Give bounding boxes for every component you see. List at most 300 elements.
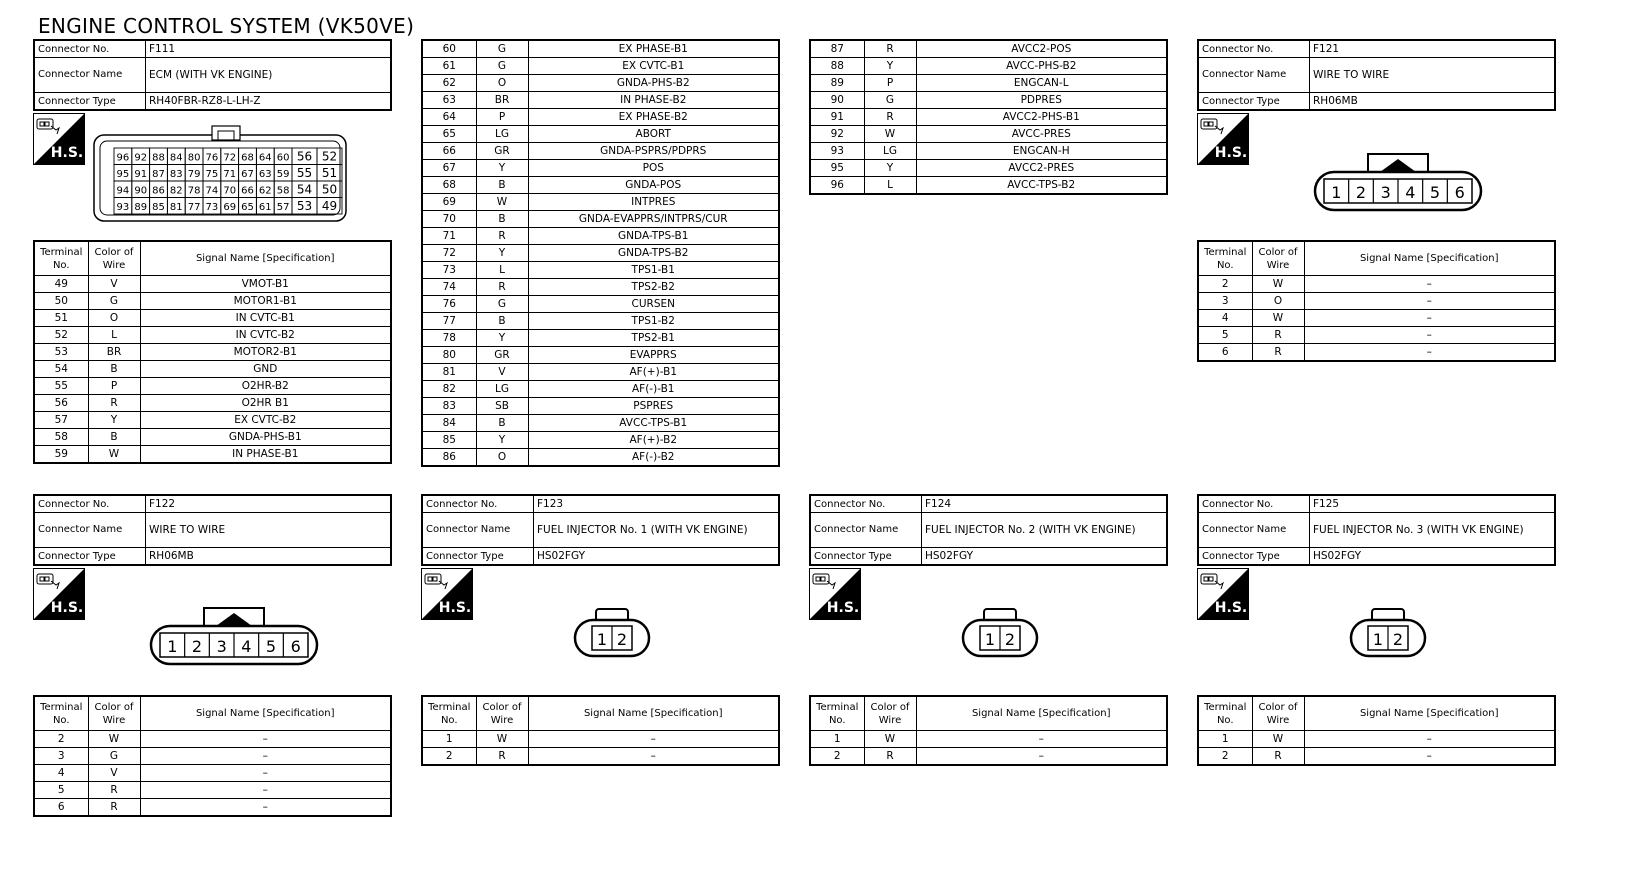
table-row [34, 276, 391, 293]
terminal-cell: 6 [34, 799, 88, 817]
signal-name-cell: O2HR-B2 [140, 378, 391, 395]
color-of-wire-header: Color of Wire [88, 696, 140, 731]
table-row [34, 293, 391, 310]
wire-color-cell: R [476, 748, 528, 766]
terminal-cell: 92 [810, 126, 864, 143]
pin-label: 80 [187, 152, 201, 164]
signal-name-cell: – [1304, 344, 1555, 362]
pin-label: 49 [321, 199, 338, 213]
table-row [422, 432, 779, 449]
terminal-cell: 1 [422, 731, 476, 748]
pin-label: 71 [223, 169, 237, 180]
color-of-wire-header: Color of Wire [88, 241, 140, 276]
pin-label: 2 [616, 630, 628, 649]
table-row [34, 361, 391, 378]
table-row [422, 364, 779, 381]
table-row [422, 40, 779, 58]
pin-label: 76 [205, 152, 219, 164]
connector-diagram-f123 [572, 606, 652, 660]
pin-label: 1 [167, 637, 178, 656]
table-row [422, 262, 779, 279]
table-row [422, 398, 779, 415]
signal-name-cell: AF(+)-B2 [528, 432, 779, 449]
terminal-cell: 95 [810, 160, 864, 177]
pin-label: 50 [321, 182, 338, 197]
wire-color-cell: G [864, 92, 916, 109]
connector-no-label: Connector No. [34, 40, 146, 58]
connector-name-label: Connector Name [1198, 513, 1310, 548]
terminal-cell: 59 [34, 446, 88, 464]
signal-name-cell: IN PHASE-B1 [140, 446, 391, 464]
hs-badge-label: H.S. [50, 600, 84, 616]
pin-label: 54 [296, 182, 313, 197]
connector-info-f124 [809, 494, 1168, 566]
signal-name-cell: AF(+)-B1 [528, 364, 779, 381]
terminal-cell: 5 [34, 782, 88, 799]
connector-name-label: Connector Name [1198, 58, 1310, 93]
pin-label: 95 [116, 169, 130, 180]
pin-label: 89 [134, 202, 148, 213]
terminal-cell: 2 [422, 748, 476, 766]
pin-label: 84 [169, 152, 183, 164]
pin-label: 6 [1454, 183, 1465, 202]
connector-type-label: Connector Type [1198, 548, 1310, 566]
terminal-cell: 2 [34, 731, 88, 748]
table-row [810, 75, 1167, 92]
signal-name-cell: IN PHASE-B2 [528, 92, 779, 109]
hs-connector-icon [809, 568, 861, 620]
signal-name-cell: GNDA-PHS-B1 [140, 429, 391, 446]
table-row [422, 75, 779, 92]
connector-info-f123 [421, 494, 780, 566]
connector-type-label: Connector Type [34, 93, 146, 111]
signal-name-cell: TPS2-B2 [528, 279, 779, 296]
pin-label: 4 [1405, 183, 1416, 202]
wire-color-cell: SB [476, 398, 528, 415]
pin-label: 70 [223, 185, 237, 197]
wire-color-cell: G [88, 293, 140, 310]
terminal-cell: 84 [422, 415, 476, 432]
wire-color-cell: BR [88, 344, 140, 361]
connector-info-f122 [33, 494, 392, 566]
pin-label: 58 [276, 185, 290, 197]
wire-color-cell: V [476, 364, 528, 381]
connector-no-label: Connector No. [422, 495, 534, 513]
wire-color-cell: W [88, 446, 140, 464]
terminal-cell: 54 [34, 361, 88, 378]
wire-color-cell: R [864, 109, 916, 126]
terminal-cell: 74 [422, 279, 476, 296]
wire-color-cell: G [88, 748, 140, 765]
signal-name-header: Signal Name [Specification] [140, 241, 391, 276]
connector-type-value: RH40FBR-RZ8-L-LH-Z [146, 93, 392, 111]
table-row [422, 313, 779, 330]
pin-label: 66 [241, 185, 254, 197]
hs-connector-icon [33, 113, 85, 165]
wire-color-cell: Y [476, 432, 528, 449]
table-row [422, 347, 779, 364]
wire-color-cell: BR [476, 92, 528, 109]
pin-label: 61 [258, 202, 272, 213]
terminal-cell: 51 [34, 310, 88, 327]
wire-color-cell: O [88, 310, 140, 327]
signal-name-cell: GNDA-PSPRS/PDPRS [528, 143, 779, 160]
signal-table-f125 [1197, 695, 1556, 766]
connector-type-value: RH06MB [146, 548, 392, 566]
wire-color-cell: R [88, 799, 140, 817]
table-row [1198, 748, 1555, 766]
table-row [1198, 344, 1555, 362]
signal-name-cell: TPS1-B1 [528, 262, 779, 279]
pin-label: 1 [984, 630, 996, 649]
signal-name-cell: – [140, 748, 391, 765]
terminal-cell: 64 [422, 109, 476, 126]
pin-label: 87 [152, 169, 165, 180]
terminal-cell: 50 [34, 293, 88, 310]
pin-label: 85 [152, 202, 165, 213]
terminal-cell: 55 [34, 378, 88, 395]
signal-name-cell: ABORT [528, 126, 779, 143]
wire-color-cell: B [88, 361, 140, 378]
table-row [422, 245, 779, 262]
pin-label: 4 [241, 637, 252, 656]
table-row [422, 330, 779, 347]
table-row [810, 143, 1167, 160]
terminal-cell: 96 [810, 177, 864, 195]
connector-name-value: FUEL INJECTOR No. 2 (WITH VK ENGINE) [922, 513, 1168, 548]
wire-color-cell: W [476, 731, 528, 748]
wire-color-cell: L [476, 262, 528, 279]
signal-name-cell: – [140, 782, 391, 799]
wire-color-cell: O [476, 449, 528, 467]
signal-name-cell: PSPRES [528, 398, 779, 415]
hs-connector-icon [33, 568, 85, 620]
table-row [422, 381, 779, 398]
pin-label: 78 [187, 185, 201, 197]
connector-diagram-f121 [1312, 150, 1484, 214]
wire-color-cell: R [1252, 344, 1304, 362]
wire-color-cell: Y [864, 160, 916, 177]
table-row [422, 228, 779, 245]
pin-label: 83 [169, 169, 183, 180]
signal-name-cell: – [1304, 327, 1555, 344]
wire-color-cell: G [476, 296, 528, 313]
pin-label: 93 [116, 202, 130, 213]
pin-label: 3 [216, 637, 227, 656]
pin-label: 96 [116, 152, 130, 164]
table-row [34, 731, 391, 748]
signal-name-cell: AVCC-TPS-B2 [916, 177, 1167, 195]
pin-label: 2 [1355, 183, 1367, 202]
terminal-cell: 81 [422, 364, 476, 381]
pin-label: 88 [152, 152, 165, 164]
hs-connector-icon [1197, 113, 1249, 165]
terminal-cell: 88 [810, 58, 864, 75]
connector-no-value: F124 [922, 495, 1168, 513]
pin-label: 77 [187, 202, 201, 213]
terminal-cell: 90 [810, 92, 864, 109]
wire-color-cell: W [864, 731, 916, 748]
signal-table-f122 [33, 695, 392, 817]
connector-no-value: F121 [1310, 40, 1556, 58]
pin-label: 3 [1380, 183, 1391, 202]
wire-color-cell: R [88, 395, 140, 412]
signal-name-cell: AVCC-TPS-B1 [528, 415, 779, 432]
wire-color-cell: GR [476, 143, 528, 160]
connector-name-label: Connector Name [422, 513, 534, 548]
wire-color-cell: P [864, 75, 916, 92]
signal-name-cell: – [1304, 748, 1555, 766]
wire-color-cell: V [88, 765, 140, 782]
signal-name-cell: – [916, 731, 1167, 748]
signal-name-cell: – [1304, 293, 1555, 310]
terminal-cell: 3 [34, 748, 88, 765]
terminal-cell: 49 [34, 276, 88, 293]
connector-type-label: Connector Type [34, 548, 146, 566]
pin-label: 1 [1331, 183, 1342, 202]
pin-label: 1 [1372, 630, 1384, 649]
signal-name-cell: TPS2-B1 [528, 330, 779, 347]
wire-color-cell: Y [476, 160, 528, 177]
table-row [34, 412, 391, 429]
pin-label: 1 [596, 630, 608, 649]
connector-info-f121 [1197, 39, 1556, 111]
terminal-cell: 65 [422, 126, 476, 143]
hs-badge-label: H.S. [438, 600, 472, 616]
signal-name-cell: ENGCAN-L [916, 75, 1167, 92]
color-of-wire-header: Color of Wire [1252, 696, 1304, 731]
wire-color-cell: O [1252, 293, 1304, 310]
table-row [810, 126, 1167, 143]
terminal-no-header: Terminal No. [810, 696, 864, 731]
connector-no-label: Connector No. [34, 495, 146, 513]
hs-badge-label: H.S. [50, 145, 84, 161]
pin-label: 53 [296, 199, 313, 213]
table-row [1198, 293, 1555, 310]
connector-type-value: HS02FGY [534, 548, 780, 566]
signal-name-cell: AVCC2-POS [916, 40, 1167, 58]
hs-badge-label: H.S. [1214, 600, 1248, 616]
pin-label: 2 [191, 637, 203, 656]
connector-name-value: FUEL INJECTOR No. 3 (WITH VK ENGINE) [1310, 513, 1556, 548]
table-row [422, 109, 779, 126]
hs-connector-icon [421, 568, 473, 620]
table-row [422, 449, 779, 467]
signal-table-f124 [809, 695, 1168, 766]
terminal-cell: 2 [1198, 748, 1252, 766]
wire-color-cell: O [476, 75, 528, 92]
connector-no-value: F111 [146, 40, 392, 58]
pin-label: 86 [152, 185, 165, 197]
connector-name-value: WIRE TO WIRE [1310, 58, 1556, 93]
signal-name-cell: AVCC-PRES [916, 126, 1167, 143]
signal-name-cell: GNDA-POS [528, 177, 779, 194]
terminal-cell: 89 [810, 75, 864, 92]
signal-table-f111-continued-2 [809, 39, 1168, 195]
hs-connector-icon [1197, 568, 1249, 620]
terminal-cell: 91 [810, 109, 864, 126]
pin-label: 52 [321, 149, 338, 164]
connector-no-label: Connector No. [810, 495, 922, 513]
table-row [1198, 327, 1555, 344]
signal-name-cell: EX PHASE-B2 [528, 109, 779, 126]
connector-no-value: F125 [1310, 495, 1556, 513]
color-of-wire-header: Color of Wire [476, 696, 528, 731]
wire-color-cell: W [864, 126, 916, 143]
signal-name-cell: GNDA-TPS-B1 [528, 228, 779, 245]
signal-name-cell: TPS1-B2 [528, 313, 779, 330]
signal-name-cell: AVCC2-PHS-B1 [916, 109, 1167, 126]
wire-color-cell: L [864, 177, 916, 195]
connector-name-label: Connector Name [34, 513, 146, 548]
terminal-cell: 4 [1198, 310, 1252, 327]
table-row [34, 378, 391, 395]
table-row [34, 765, 391, 782]
table-row [422, 92, 779, 109]
pin-label: 67 [241, 169, 254, 180]
terminal-cell: 6 [1198, 344, 1252, 362]
signal-name-cell: PDPRES [916, 92, 1167, 109]
color-of-wire-header: Color of Wire [864, 696, 916, 731]
signal-name-cell: MOTOR1-B1 [140, 293, 391, 310]
signal-name-cell: – [140, 799, 391, 817]
signal-name-cell: CURSEN [528, 296, 779, 313]
wire-color-cell: GR [476, 347, 528, 364]
signal-name-header: Signal Name [Specification] [1304, 696, 1555, 731]
terminal-cell: 93 [810, 143, 864, 160]
connector-no-value: F122 [146, 495, 392, 513]
table-row [810, 731, 1167, 748]
signal-name-cell: – [1304, 310, 1555, 327]
wire-color-cell: R [864, 748, 916, 766]
terminal-cell: 1 [810, 731, 864, 748]
connector-type-label: Connector Type [1198, 93, 1310, 111]
wire-color-cell: G [476, 58, 528, 75]
pin-label: 73 [205, 202, 219, 213]
signal-name-header: Signal Name [Specification] [1304, 241, 1555, 276]
table-row [422, 296, 779, 313]
color-of-wire-header: Color of Wire [1252, 241, 1304, 276]
terminal-cell: 66 [422, 143, 476, 160]
wire-color-cell: B [88, 429, 140, 446]
signal-name-cell: – [528, 748, 779, 766]
signal-name-cell: – [140, 765, 391, 782]
connector-no-label: Connector No. [1198, 495, 1310, 513]
wire-color-cell: LG [864, 143, 916, 160]
terminal-cell: 68 [422, 177, 476, 194]
wire-color-cell: LG [476, 381, 528, 398]
wire-color-cell: R [476, 279, 528, 296]
terminal-cell: 1 [1198, 731, 1252, 748]
signal-name-cell: AVCC2-PRES [916, 160, 1167, 177]
connector-info-f125 [1197, 494, 1556, 566]
connector-diagram-f125 [1348, 606, 1428, 660]
pin-label: 65 [241, 202, 254, 213]
pin-label: 94 [116, 185, 130, 197]
table-row [422, 126, 779, 143]
wire-color-cell: W [1252, 276, 1304, 293]
wire-color-cell: B [476, 415, 528, 432]
wire-color-cell: Y [476, 330, 528, 347]
connector-type-label: Connector Type [422, 548, 534, 566]
wire-color-cell: R [864, 40, 916, 58]
wire-color-cell: W [88, 731, 140, 748]
signal-name-cell: EX CVTC-B2 [140, 412, 391, 429]
signal-name-header: Signal Name [Specification] [140, 696, 391, 731]
signal-name-cell: AF(-)-B2 [528, 449, 779, 467]
wire-color-cell: R [1252, 748, 1304, 766]
connector-no-label: Connector No. [1198, 40, 1310, 58]
signal-name-cell: GNDA-PHS-B2 [528, 75, 779, 92]
signal-name-cell: EX PHASE-B1 [528, 40, 779, 58]
pin-label: 79 [187, 169, 201, 180]
pin-label: 51 [321, 166, 338, 180]
terminal-cell: 56 [34, 395, 88, 412]
terminal-cell: 2 [810, 748, 864, 766]
hs-badge-label: H.S. [826, 600, 860, 616]
connector-name-label: Connector Name [34, 58, 146, 93]
terminal-cell: 53 [34, 344, 88, 361]
signal-name-header: Signal Name [Specification] [528, 696, 779, 731]
terminal-no-header: Terminal No. [34, 696, 88, 731]
pin-label: 92 [134, 152, 148, 164]
signal-name-header: Signal Name [Specification] [916, 696, 1167, 731]
connector-info-f111 [33, 39, 392, 111]
pin-label: 82 [169, 185, 183, 197]
table-row [34, 395, 391, 412]
pin-label: 2 [1004, 630, 1016, 649]
terminal-cell: 87 [810, 40, 864, 58]
signal-name-cell: POS [528, 160, 779, 177]
terminal-cell: 80 [422, 347, 476, 364]
table-row [810, 177, 1167, 195]
terminal-cell: 77 [422, 313, 476, 330]
terminal-cell: 67 [422, 160, 476, 177]
table-row [422, 748, 779, 766]
signal-name-cell: MOTOR2-B1 [140, 344, 391, 361]
signal-name-cell: O2HR B1 [140, 395, 391, 412]
table-row [34, 799, 391, 817]
wire-color-cell: B [476, 211, 528, 228]
wire-color-cell: R [476, 228, 528, 245]
signal-table-f111 [33, 240, 392, 464]
terminal-cell: 63 [422, 92, 476, 109]
pin-label: 72 [223, 152, 237, 164]
signal-name-cell: IN CVTC-B1 [140, 310, 391, 327]
terminal-cell: 61 [422, 58, 476, 75]
signal-name-cell: AF(-)-B1 [528, 381, 779, 398]
table-row [422, 211, 779, 228]
table-row [810, 40, 1167, 58]
table-row [422, 194, 779, 211]
pin-label: 90 [134, 185, 148, 197]
table-row [34, 748, 391, 765]
pin-label: 6 [290, 637, 301, 656]
terminal-no-header: Terminal No. [1198, 696, 1252, 731]
wire-color-cell: P [476, 109, 528, 126]
pin-label: 57 [276, 202, 290, 213]
signal-name-cell: AVCC-PHS-B2 [916, 58, 1167, 75]
terminal-cell: 86 [422, 449, 476, 467]
terminal-cell: 70 [422, 211, 476, 228]
wire-color-cell: B [476, 313, 528, 330]
pin-label: 63 [258, 169, 272, 180]
terminal-no-header: Terminal No. [1198, 241, 1252, 276]
table-row [810, 748, 1167, 766]
table-row [34, 310, 391, 327]
terminal-cell: 5 [1198, 327, 1252, 344]
wire-color-cell: B [476, 177, 528, 194]
